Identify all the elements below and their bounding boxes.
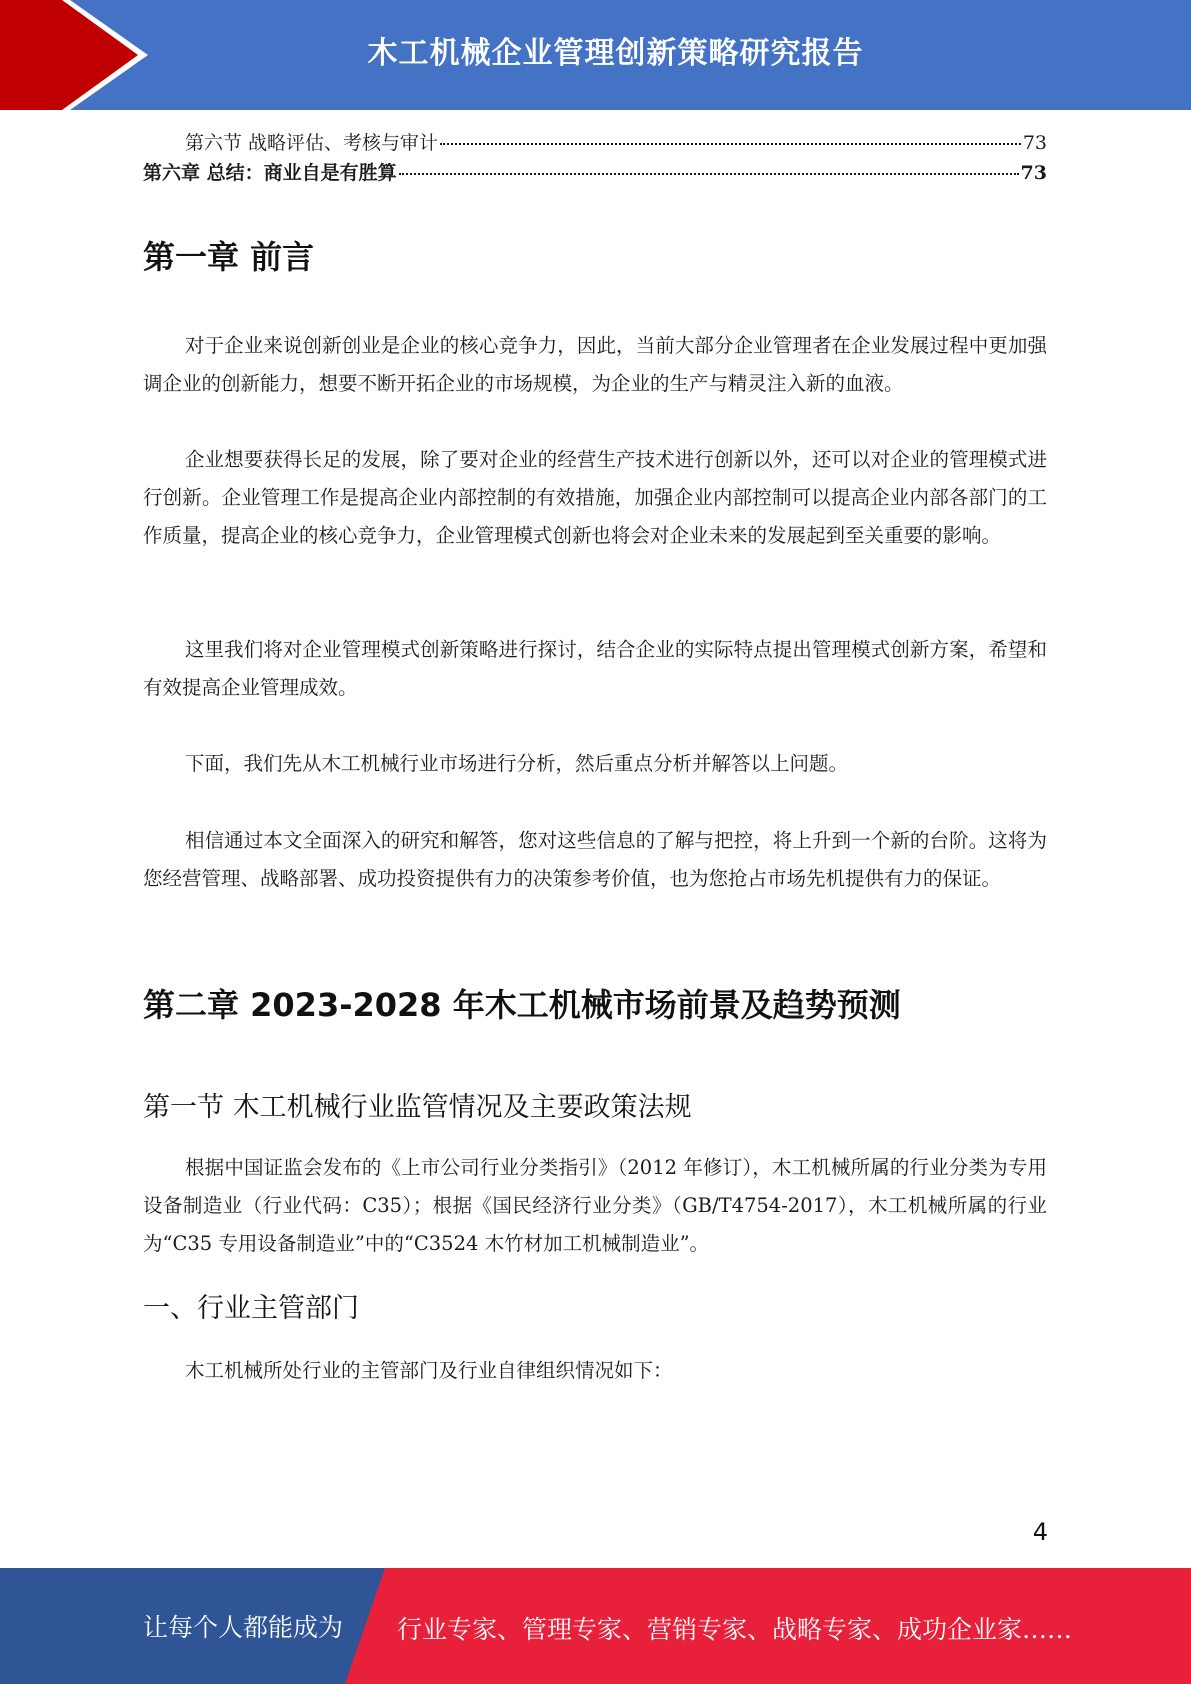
chapter-2-title: 第二章 2023-2028 年木工机械市场前景及趋势预测: [143, 986, 901, 1024]
footer-slogan-left: 让每个人都能成为: [143, 1613, 344, 1642]
subsection-1-paragraph: 木工机械所处行业的主管部门及行业自律组织情况如下：: [185, 1359, 673, 1382]
chapter-1-paragraph-4: 下面，我们先从木工机械行业市场进行分析，然后重点分析并解答以上问题。: [185, 752, 849, 775]
table-of-contents: [143, 128, 1047, 188]
toc-entry-section[interactable]: [143, 128, 1047, 158]
chapter-1-paragraph-3: 这里我们将对企业管理模式创新策略进行探讨，结合企业的实际特点提出管理模式创新方案，希望和有效提高企业管理成效。: [143, 638, 1047, 699]
chapter-1-paragraph-5: 相信通过本文全面深入的研究和解答，您对这些信息的了解与把控，将上升到一个新的台阶。这将为您经营管理、战略部署、成功投资提供有力的决策参考价值，也为您抢占市场先机提供有力的保证。: [143, 829, 1047, 890]
page-header: [0, 0, 1191, 110]
chapter-1-title: 第一章 前言: [143, 238, 315, 276]
toc-leader-dots: [399, 173, 1019, 175]
section-1-title: 第一节 木工机械行业监管情况及主要政策法规: [143, 1092, 692, 1123]
subsection-1-title: 一、行业主管部门: [143, 1293, 359, 1324]
footer-slogan-right: 行业专家、管理专家、营销专家、战略专家、成功企业家……: [397, 1615, 1073, 1644]
toc-leader-dots: [440, 143, 1021, 145]
section-1-paragraph: 根据中国证监会发布的《上市公司行业分类指引》（2012 年修订），木工机械所属的行业分类为专用设备制造业（行业代码：C35）；根据《国民经济行业分类》（GB/T4754-2017），木工机械所属的行业为“C35 专用设备制造业”中的“C3524 木竹材加工机械制造业”。: [143, 1156, 1047, 1255]
header-title: 木工机械企业管理创新策略研究报告: [367, 36, 864, 71]
toc-entry-page: 73: [1020, 162, 1047, 184]
page-number: 4: [1032, 1518, 1048, 1546]
toc-entry-text: 第六节 战略评估、考核与审计: [185, 132, 439, 154]
chapter-1-paragraph-1: 对于企业来说创新创业是企业的核心竞争力，因此，当前大部分企业管理者在企业发展过程中更加强调企业的创新能力，想要不断开拓企业的市场规模，为企业的生产与精灵注入新的血液。: [143, 334, 1047, 395]
toc-entry-chapter[interactable]: [143, 158, 1047, 188]
toc-entry-page: 73: [1022, 132, 1047, 154]
toc-entry-text: 第六章 总结：商业自是有胜算: [143, 162, 397, 184]
page-footer: [0, 1568, 1191, 1684]
chapter-1-paragraph-2: 企业想要获得长足的发展，除了要对企业的经营生产技术进行创新以外，还可以对企业的管理模式进行创新。企业管理工作是提高企业内部控制的有效措施，加强企业内部控制可以提高企业内部各部门的工作质量，提高企业的核心竞争力，企业管理模式创新也将会对企业未来的发展起到至关重要的影响。: [143, 448, 1047, 547]
